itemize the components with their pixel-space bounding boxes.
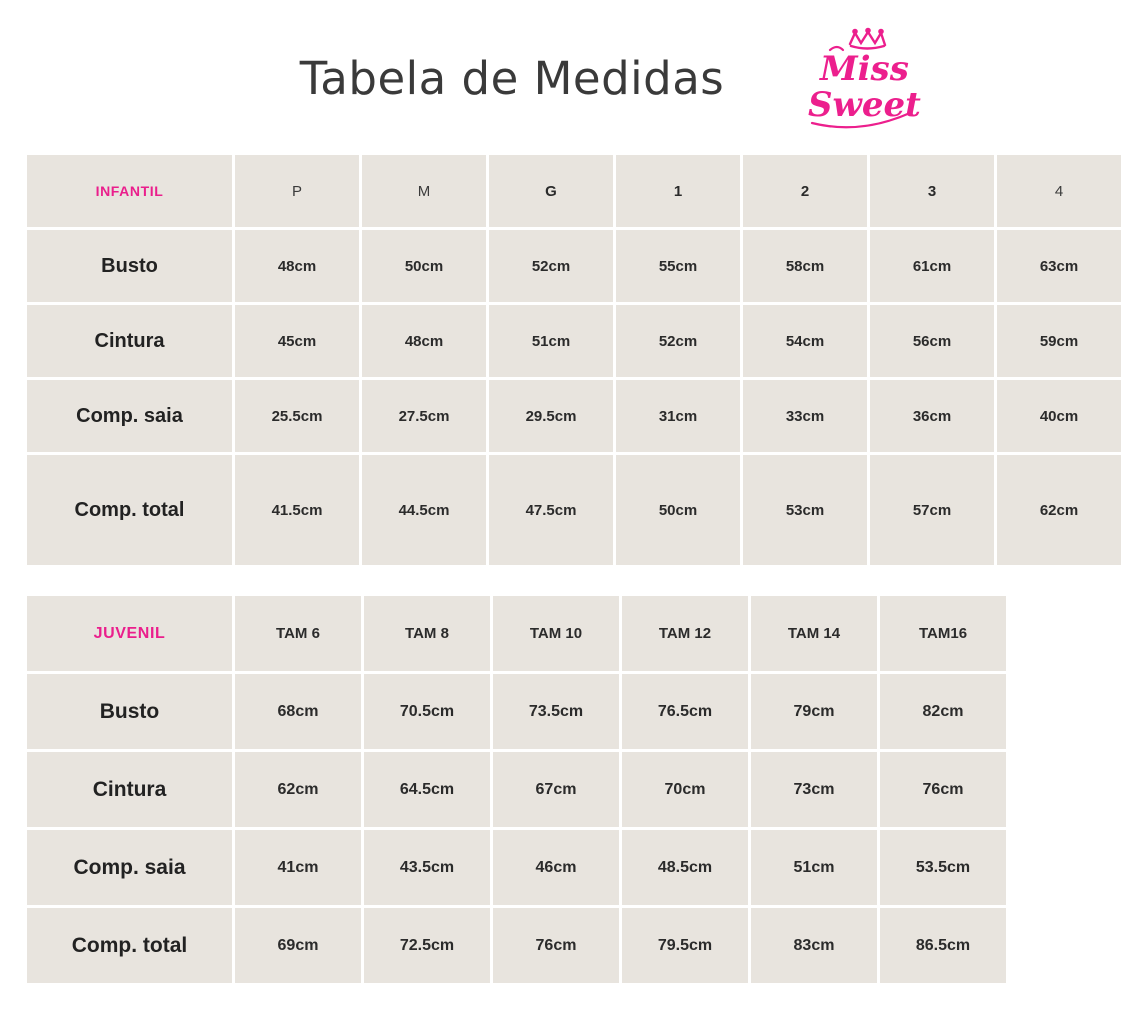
cell: 43.5cm bbox=[364, 830, 490, 905]
row-label: Comp. saia bbox=[27, 830, 232, 905]
cell: 58cm bbox=[743, 230, 867, 302]
page-header bbox=[0, 0, 1024, 152]
cell: 51cm bbox=[751, 830, 877, 905]
juvenil-size-header: TAM 8 bbox=[364, 596, 490, 671]
table-row bbox=[27, 230, 1121, 302]
cell: 54cm bbox=[743, 305, 867, 377]
cell: 57cm bbox=[870, 455, 994, 565]
cell: 62cm bbox=[997, 455, 1121, 565]
infantil-size-header: G bbox=[489, 155, 613, 227]
cell: 36cm bbox=[870, 380, 994, 452]
row-label: Comp. total bbox=[27, 908, 232, 983]
cell: 70cm bbox=[622, 752, 748, 827]
infantil-size-header: 2 bbox=[743, 155, 867, 227]
cell: 40cm bbox=[997, 380, 1121, 452]
cell: 55cm bbox=[616, 230, 740, 302]
cell: 41.5cm bbox=[235, 455, 359, 565]
infantil-table-wrap bbox=[0, 152, 1079, 568]
table-row bbox=[27, 908, 1006, 983]
cell: 83cm bbox=[751, 908, 877, 983]
infantil-size-header: P bbox=[235, 155, 359, 227]
cell: 41cm bbox=[235, 830, 361, 905]
table-row bbox=[27, 674, 1006, 749]
cell: 25.5cm bbox=[235, 380, 359, 452]
juvenil-size-header: TAM 6 bbox=[235, 596, 361, 671]
crown-icon bbox=[850, 29, 885, 49]
page-title: Tabela de Medidas bbox=[299, 52, 725, 105]
cell: 68cm bbox=[235, 674, 361, 749]
juvenil-size-header: TAM 10 bbox=[493, 596, 619, 671]
cell: 69cm bbox=[235, 908, 361, 983]
cell: 72.5cm bbox=[364, 908, 490, 983]
infantil-category-label: INFANTIL bbox=[27, 155, 232, 227]
cell: 51cm bbox=[489, 305, 613, 377]
cell: 53.5cm bbox=[880, 830, 1006, 905]
row-label: Cintura bbox=[27, 305, 232, 377]
cell: 50cm bbox=[362, 230, 486, 302]
table-header-row bbox=[27, 155, 1121, 227]
juvenil-size-header: TAM 14 bbox=[751, 596, 877, 671]
cell: 52cm bbox=[616, 305, 740, 377]
row-label: Comp. total bbox=[27, 455, 232, 565]
cell: 79.5cm bbox=[622, 908, 748, 983]
juvenil-size-header: TAM 12 bbox=[622, 596, 748, 671]
cell: 70.5cm bbox=[364, 674, 490, 749]
cell: 27.5cm bbox=[362, 380, 486, 452]
table-header-row bbox=[27, 596, 1006, 671]
svg-text:Miss: Miss bbox=[820, 49, 909, 89]
cell: 50cm bbox=[616, 455, 740, 565]
row-label: Busto bbox=[27, 674, 232, 749]
row-label: Comp. saia bbox=[27, 380, 232, 452]
table-row bbox=[27, 830, 1006, 905]
cell: 53cm bbox=[743, 455, 867, 565]
cell: 48cm bbox=[362, 305, 486, 377]
cell: 33cm bbox=[743, 380, 867, 452]
infantil-size-header: 4 bbox=[997, 155, 1121, 227]
cell: 52cm bbox=[489, 230, 613, 302]
cell: 31cm bbox=[616, 380, 740, 452]
cell: 86.5cm bbox=[880, 908, 1006, 983]
cell: 67cm bbox=[493, 752, 619, 827]
cell: 45cm bbox=[235, 305, 359, 377]
cell: 73cm bbox=[751, 752, 877, 827]
cell: 79cm bbox=[751, 674, 877, 749]
cell: 61cm bbox=[870, 230, 994, 302]
juvenil-category-label: JUVENIL bbox=[27, 596, 232, 671]
miss-sweet-logo bbox=[798, 28, 928, 133]
table-row bbox=[27, 380, 1121, 452]
cell: 29.5cm bbox=[489, 380, 613, 452]
infantil-size-table bbox=[24, 152, 1124, 568]
cell: 59cm bbox=[997, 305, 1121, 377]
table-row bbox=[27, 752, 1006, 827]
cell: 47.5cm bbox=[489, 455, 613, 565]
cell: 63cm bbox=[997, 230, 1121, 302]
table-row bbox=[27, 455, 1121, 565]
svg-text:Sweet: Sweet bbox=[808, 85, 921, 125]
cell: 73.5cm bbox=[493, 674, 619, 749]
cell: 44.5cm bbox=[362, 455, 486, 565]
cell: 48.5cm bbox=[622, 830, 748, 905]
cell: 76cm bbox=[493, 908, 619, 983]
table-spacer bbox=[0, 568, 1024, 593]
infantil-size-header: M bbox=[362, 155, 486, 227]
cell: 64.5cm bbox=[364, 752, 490, 827]
cell: 76cm bbox=[880, 752, 1006, 827]
row-label: Busto bbox=[27, 230, 232, 302]
juvenil-table-wrap bbox=[0, 593, 1024, 986]
table-row bbox=[27, 305, 1121, 377]
cell: 56cm bbox=[870, 305, 994, 377]
cell: 82cm bbox=[880, 674, 1006, 749]
row-label: Cintura bbox=[27, 752, 232, 827]
juvenil-size-header: TAM16 bbox=[880, 596, 1006, 671]
cell: 76.5cm bbox=[622, 674, 748, 749]
infantil-size-header: 3 bbox=[870, 155, 994, 227]
infantil-size-header: 1 bbox=[616, 155, 740, 227]
juvenil-size-table bbox=[24, 593, 1009, 986]
cell: 46cm bbox=[493, 830, 619, 905]
cell: 62cm bbox=[235, 752, 361, 827]
cell: 48cm bbox=[235, 230, 359, 302]
